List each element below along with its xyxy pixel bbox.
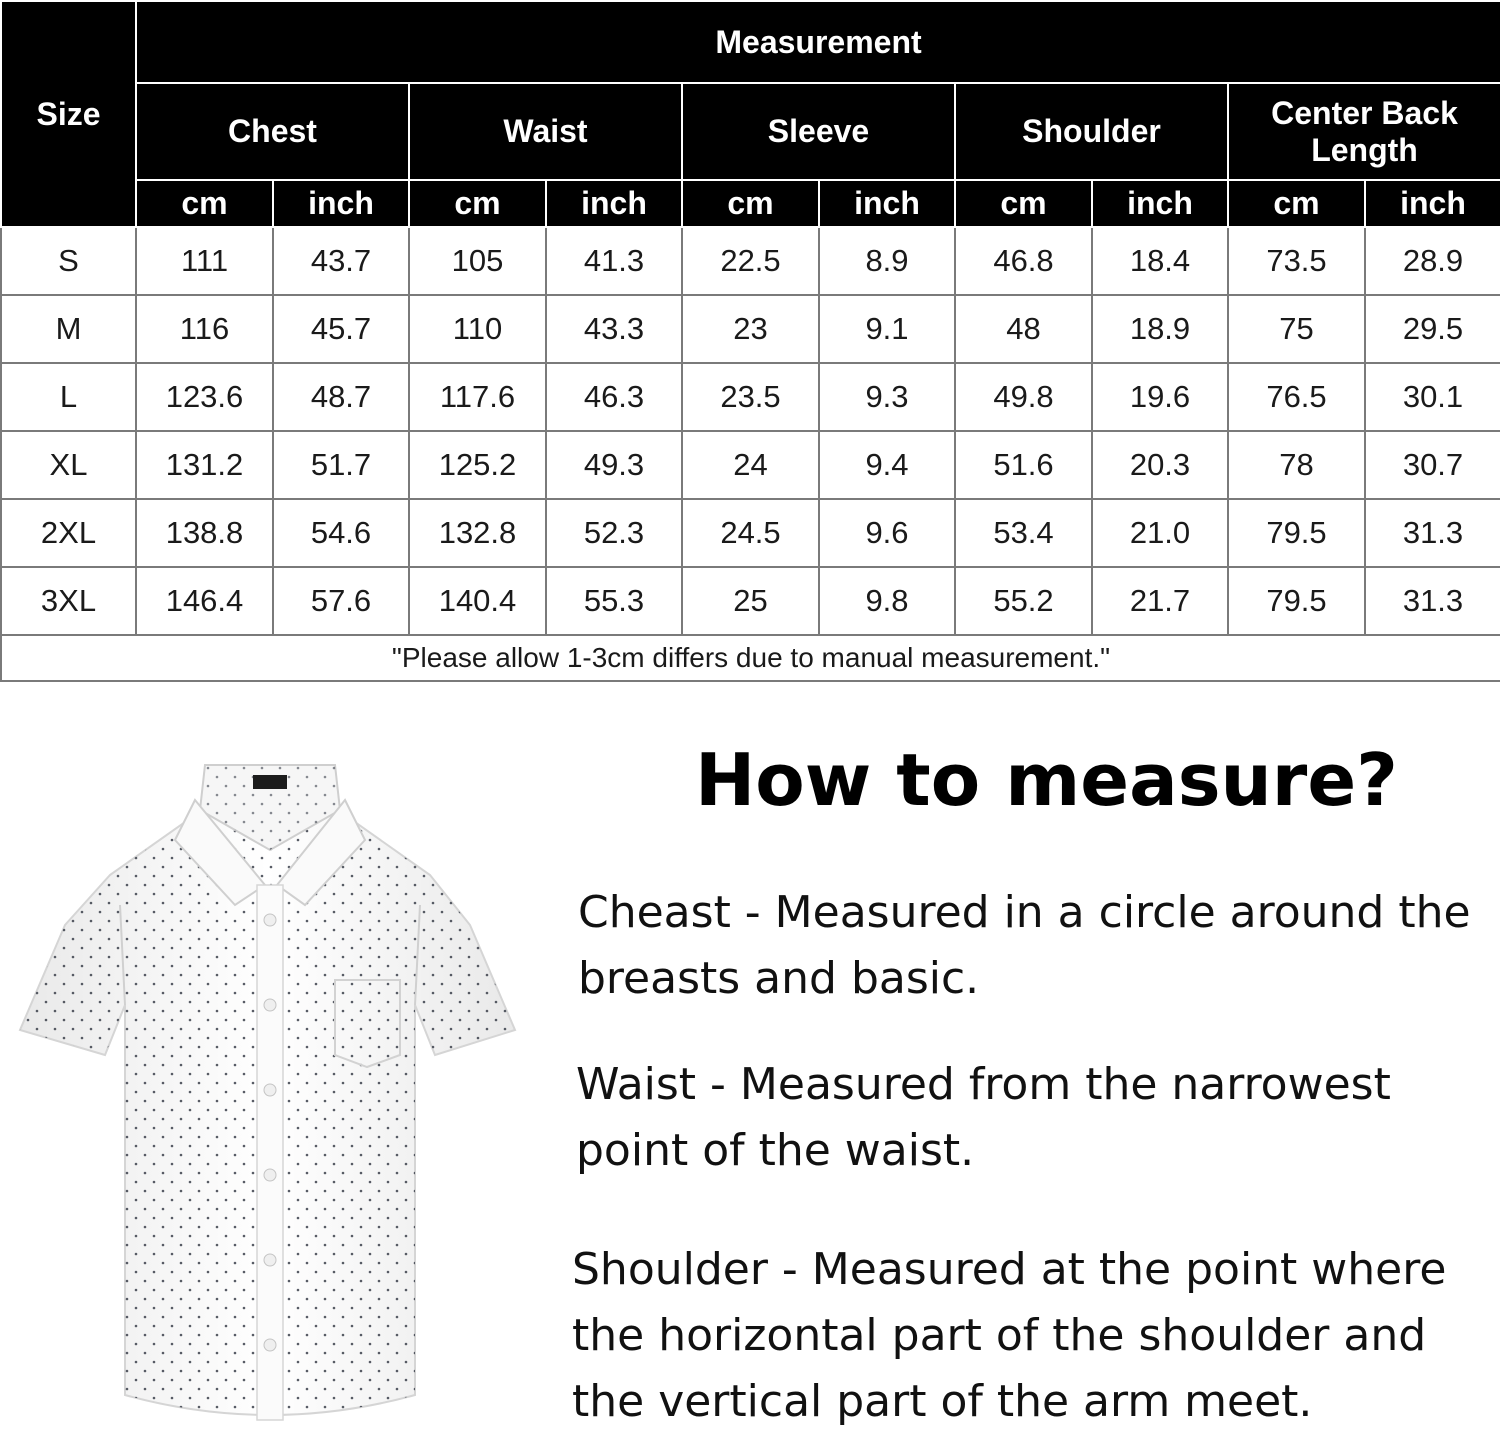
- table-cell: 51.7: [273, 431, 409, 499]
- measurement-note: "Please allow 1-3cm differs due to manual measurement.": [1, 635, 1500, 681]
- table-cell: 24.5: [682, 499, 819, 567]
- table-cell: 73.5: [1228, 227, 1365, 295]
- table-cell: 110: [409, 295, 546, 363]
- table-cell: 79.5: [1228, 567, 1365, 635]
- table-cell: 117.6: [409, 363, 546, 431]
- size-cell: S: [1, 227, 136, 295]
- table-cell: 30.1: [1365, 363, 1500, 431]
- unit-header-inch: inch: [1365, 180, 1500, 227]
- table-cell: 132.8: [409, 499, 546, 567]
- waist-header: Waist: [409, 83, 682, 180]
- table-cell: 20.3: [1092, 431, 1228, 499]
- table-row: [1, 567, 1500, 635]
- table-cell: 43.3: [546, 295, 682, 363]
- table-cell: 9.4: [819, 431, 955, 499]
- table-cell: 51.6: [955, 431, 1092, 499]
- table-cell: 24: [682, 431, 819, 499]
- table-cell: 28.9: [1365, 227, 1500, 295]
- size-cell: M: [1, 295, 136, 363]
- table-cell: 23: [682, 295, 819, 363]
- size-cell: 2XL: [1, 499, 136, 567]
- table-cell: 138.8: [136, 499, 273, 567]
- table-row: [1, 431, 1500, 499]
- table-row: [1, 227, 1500, 295]
- table-cell: 78: [1228, 431, 1365, 499]
- shirt-button: [264, 1254, 276, 1266]
- size-column-header: Size: [1, 1, 136, 227]
- table-cell: 131.2: [136, 431, 273, 499]
- unit-header-inch: inch: [1092, 180, 1228, 227]
- table-row: [1, 295, 1500, 363]
- unit-header-cm: cm: [409, 180, 546, 227]
- center-back-length-header: Center Back Length: [1228, 83, 1500, 180]
- table-cell: 140.4: [409, 567, 546, 635]
- unit-header-cm: cm: [955, 180, 1092, 227]
- table-cell: 9.6: [819, 499, 955, 567]
- table-cell: 9.1: [819, 295, 955, 363]
- note-row: [1, 635, 1500, 681]
- shirt-button: [264, 914, 276, 926]
- table-cell: 43.7: [273, 227, 409, 295]
- unit-header-inch: inch: [273, 180, 409, 227]
- chest-header: Chest: [136, 83, 409, 180]
- table-cell: 19.6: [1092, 363, 1228, 431]
- table-cell: 18.4: [1092, 227, 1228, 295]
- table-cell: 49.3: [546, 431, 682, 499]
- table-cell: 18.9: [1092, 295, 1228, 363]
- sleeve-header: Sleeve: [682, 83, 955, 180]
- table-row: [1, 499, 1500, 567]
- table-cell: 31.3: [1365, 567, 1500, 635]
- table-cell: 55.3: [546, 567, 682, 635]
- table-cell: 125.2: [409, 431, 546, 499]
- table-cell: 146.4: [136, 567, 273, 635]
- size-cell: XL: [1, 431, 136, 499]
- brand-label: [253, 775, 287, 789]
- shirt-image: [15, 755, 525, 1430]
- table-cell: 25: [682, 567, 819, 635]
- unit-header-inch: inch: [546, 180, 682, 227]
- table-cell: 76.5: [1228, 363, 1365, 431]
- table-cell: 46.3: [546, 363, 682, 431]
- table-cell: 49.8: [955, 363, 1092, 431]
- table-cell: 45.7: [273, 295, 409, 363]
- table-cell: 48: [955, 295, 1092, 363]
- size-cell: L: [1, 363, 136, 431]
- shirt-button: [264, 999, 276, 1011]
- table-cell: 22.5: [682, 227, 819, 295]
- unit-header-cm: cm: [682, 180, 819, 227]
- measurement-header: Measurement: [136, 1, 1500, 83]
- table-cell: 23.5: [682, 363, 819, 431]
- table-cell: 46.8: [955, 227, 1092, 295]
- unit-header-cm: cm: [1228, 180, 1365, 227]
- chest-instruction: Cheast - Measured in a circle around the breasts and basic.: [578, 887, 1471, 1004]
- unit-header-inch: inch: [819, 180, 955, 227]
- table-cell: 31.3: [1365, 499, 1500, 567]
- shoulder-instruction: Shoulder - Measured at the point where the horizontal part of the shoulder and the vertical part of the arm meet.: [572, 1244, 1447, 1427]
- table-cell: 30.7: [1365, 431, 1500, 499]
- table-cell: 9.8: [819, 567, 955, 635]
- table-cell: 55.2: [955, 567, 1092, 635]
- table-cell: 79.5: [1228, 499, 1365, 567]
- shirt-illustration: [15, 755, 525, 1430]
- table-cell: 105: [409, 227, 546, 295]
- size-chart-table: [0, 0, 1500, 682]
- table-cell: 8.9: [819, 227, 955, 295]
- shirt-button: [264, 1169, 276, 1181]
- table-cell: 21.7: [1092, 567, 1228, 635]
- table-cell: 41.3: [546, 227, 682, 295]
- waist-instruction: Waist - Measured from the narrowest point of the waist.: [576, 1059, 1391, 1176]
- table-cell: 29.5: [1365, 295, 1500, 363]
- table-cell: 52.3: [546, 499, 682, 567]
- shirt-button: [264, 1339, 276, 1351]
- table-cell: 111: [136, 227, 273, 295]
- table-cell: 54.6: [273, 499, 409, 567]
- shoulder-header: Shoulder: [955, 83, 1228, 180]
- size-cell: 3XL: [1, 567, 136, 635]
- table-cell: 116: [136, 295, 273, 363]
- table-row: [1, 363, 1500, 431]
- table-cell: 21.0: [1092, 499, 1228, 567]
- table-cell: 57.6: [273, 567, 409, 635]
- unit-header-cm: cm: [136, 180, 273, 227]
- table-cell: 75: [1228, 295, 1365, 363]
- table-cell: 48.7: [273, 363, 409, 431]
- table-cell: 53.4: [955, 499, 1092, 567]
- table-cell: 123.6: [136, 363, 273, 431]
- shirt-button: [264, 1084, 276, 1096]
- how-to-measure-title: How to measure?: [695, 738, 1398, 822]
- table-cell: 9.3: [819, 363, 955, 431]
